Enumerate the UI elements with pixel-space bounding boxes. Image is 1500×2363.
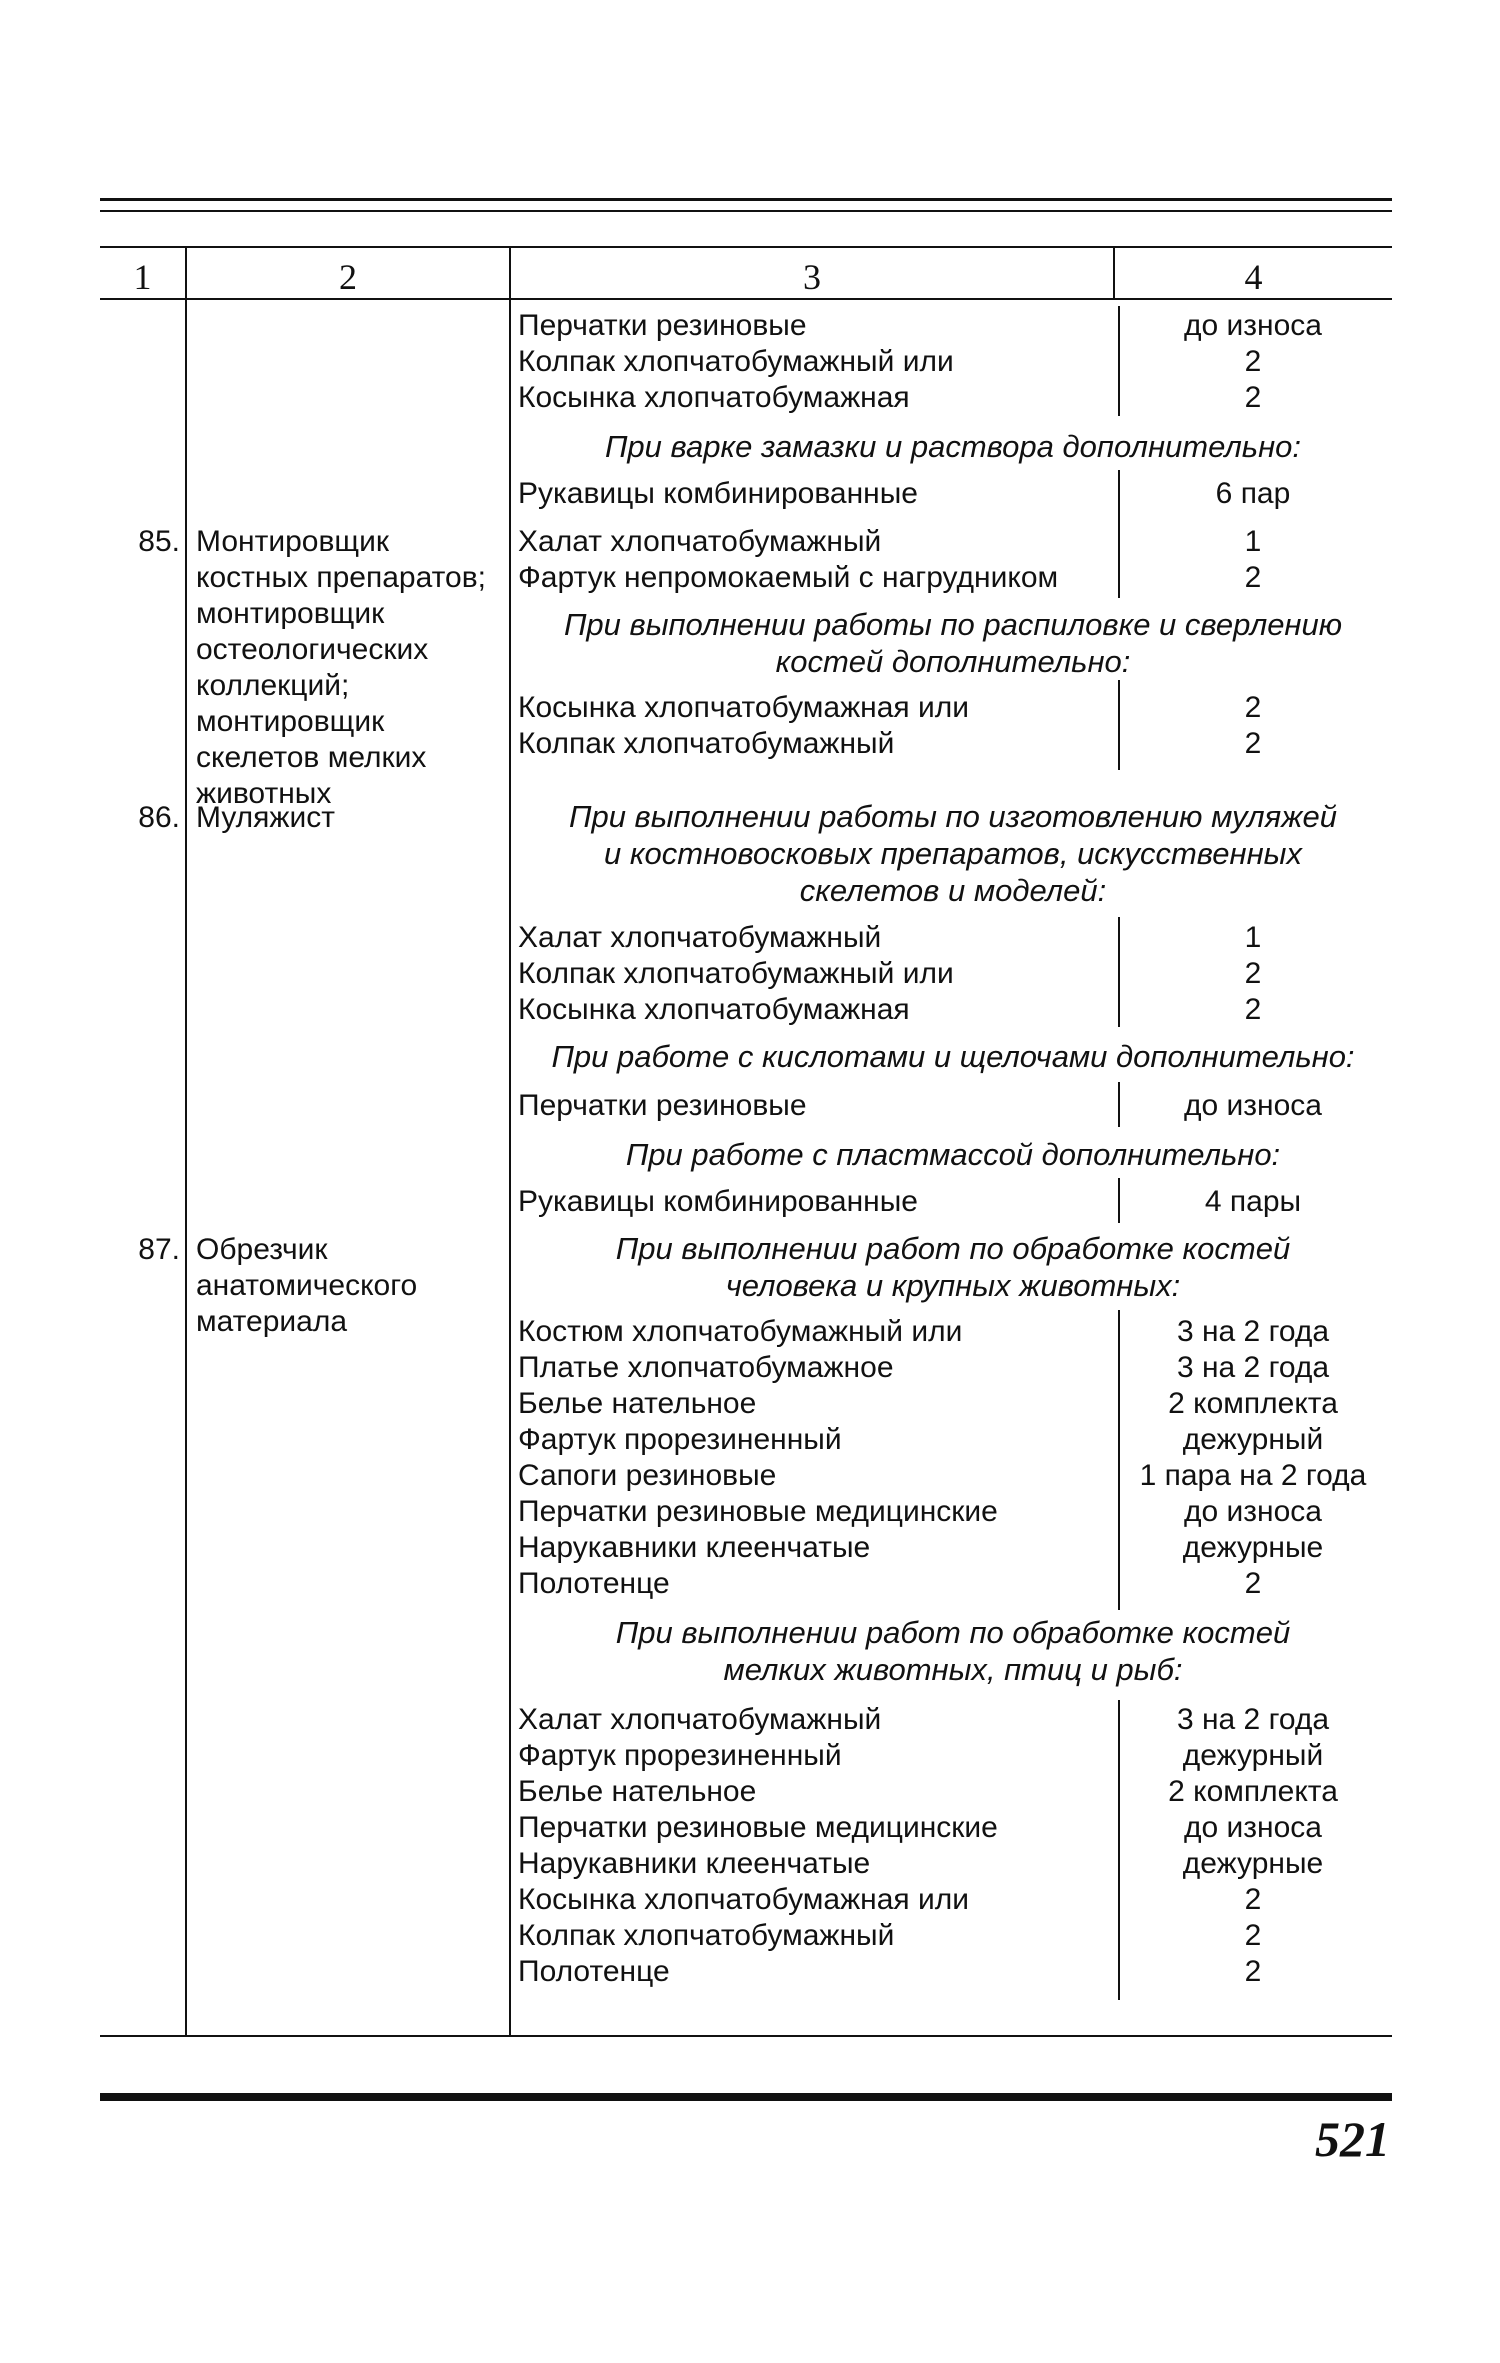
item-qty: 2 <box>1244 1883 1262 1916</box>
item-qty: 2 <box>1244 561 1262 594</box>
row-number: 86. <box>138 801 180 834</box>
page-number: 521 <box>1315 2111 1390 2167</box>
item-name: Рукавицы комбинированные <box>518 477 918 510</box>
header-col-4: 4 <box>1244 257 1263 297</box>
condition-note: При выполнении работы по распиловке и сверлению костей дополнительно: <box>563 607 1343 679</box>
item-name: Перчатки резиновые медицинские <box>518 1495 998 1528</box>
footer-rule <box>100 2093 1392 2101</box>
row-number: 87. <box>138 1233 180 1266</box>
item-name: Халат хлопчатобумажный <box>518 921 882 954</box>
item-qty: 3 на 2 года <box>1176 1703 1330 1736</box>
item-qty: 2 <box>1244 1955 1262 1988</box>
item-name: Костюм хлопчатобумажный или <box>518 1315 963 1348</box>
row-number: 85. <box>138 525 180 558</box>
col-divider-2 <box>509 246 511 2037</box>
header-col-2: 2 <box>339 257 357 297</box>
item-name: Сапоги резиновые <box>518 1459 777 1492</box>
item-qty: 3 на 2 года <box>1176 1351 1330 1384</box>
col-divider-1 <box>185 246 187 2037</box>
item-name: Колпак хлопчатобумажный <box>518 1919 895 1952</box>
item-qty: 2 <box>1244 691 1262 724</box>
item-qty: 1 <box>1244 921 1262 954</box>
item-name: Полотенце <box>518 1955 670 1988</box>
item-qty: дежурный <box>1182 1739 1324 1772</box>
item-qty: дежурные <box>1182 1531 1324 1564</box>
item-name: Колпак хлопчатобумажный или <box>518 345 954 378</box>
item-name: Халат хлопчатобумажный <box>518 525 882 558</box>
table-bottom-rule <box>100 2035 1392 2037</box>
condition-note: При варке замазки и раствора дополнительно: <box>604 429 1302 464</box>
item-qty: до износа <box>1184 1495 1322 1528</box>
item-qty: 2 <box>1244 727 1262 760</box>
condition-note: При работе с кислотами и щелочами дополнительно: <box>551 1039 1355 1074</box>
item-name: Белье нательное <box>518 1387 757 1420</box>
item-name: Фартук прорезиненный <box>518 1423 842 1456</box>
item-name: Косынка хлопчатобумажная или <box>518 1883 970 1916</box>
item-qty: 2 <box>1244 957 1262 990</box>
item-name: Колпак хлопчатобумажный или <box>518 957 954 990</box>
item-qty: дежурные <box>1182 1847 1324 1880</box>
item-qty: до износа <box>1184 1811 1322 1844</box>
profession-title: Муляжист <box>196 801 335 834</box>
profession-title: Монтировщик костных препаратов; монтировщик остеологических коллекций; монтировщик скелетов мелких животных <box>196 525 486 810</box>
item-qty: 2 <box>1244 345 1262 378</box>
item-name: Косынка хлопчатобумажная <box>518 993 910 1026</box>
item-qty: 2 комплекта <box>1168 1387 1338 1420</box>
top-rule-1 <box>100 198 1392 201</box>
item-name: Колпак хлопчатобумажный <box>518 727 895 760</box>
item-name: Фартук прорезиненный <box>518 1739 842 1772</box>
item-name: Косынка хлопчатобумажная или <box>518 691 970 724</box>
item-name: Перчатки резиновые <box>518 1089 807 1122</box>
condition-note: При выполнении работ по обработке костей человека и крупных животных: <box>615 1231 1291 1303</box>
item-qty: 2 <box>1244 1919 1262 1952</box>
top-rule-2 <box>100 210 1392 212</box>
header-col-1: 1 <box>133 257 152 297</box>
item-name: Рукавицы комбинированные <box>518 1185 918 1218</box>
item-qty: 3 на 2 года <box>1176 1315 1330 1348</box>
item-qty: 4 пары <box>1204 1185 1302 1218</box>
item-qty: 2 комплекта <box>1168 1775 1338 1808</box>
condition-note: При выполнении работ по обработке костей мелких животных, птиц и рыб: <box>615 1615 1291 1687</box>
item-name: Фартук непромокаемый с нагрудником <box>518 561 1059 594</box>
item-qty: 6 пар <box>1215 477 1291 510</box>
item-name: Перчатки резиновые <box>518 309 807 342</box>
item-name: Полотенце <box>518 1567 670 1600</box>
item-name: Платье хлопчатобумажное <box>518 1351 894 1384</box>
condition-note: При выполнении работы по изготовлению муляжей и костновосковых препаратов, искусственных скелетов и моделей: <box>569 799 1337 908</box>
item-name: Нарукавники клеенчатые <box>518 1531 871 1564</box>
header-col-3: 3 <box>803 257 821 297</box>
header-bottom-rule <box>100 298 1392 300</box>
profession-title: Обрезчик анатомического материала <box>196 1233 418 1338</box>
item-qty: до износа <box>1184 1089 1322 1122</box>
item-qty: 2 <box>1244 381 1262 414</box>
item-name: Косынка хлопчатобумажная <box>518 381 910 414</box>
item-qty: 2 <box>1244 1567 1262 1600</box>
condition-note: При работе с пластмассой дополнительно: <box>625 1137 1281 1172</box>
item-name: Белье нательное <box>518 1775 757 1808</box>
item-qty: 2 <box>1244 993 1262 1026</box>
item-name: Перчатки резиновые медицинские <box>518 1811 998 1844</box>
item-name: Нарукавники клеенчатые <box>518 1847 871 1880</box>
item-qty: 1 <box>1244 525 1262 558</box>
item-qty: 1 пара на 2 года <box>1139 1459 1367 1492</box>
item-qty: дежурный <box>1182 1423 1324 1456</box>
header-top-rule <box>100 246 1392 248</box>
item-qty: до износа <box>1184 309 1322 342</box>
item-name: Халат хлопчатобумажный <box>518 1703 882 1736</box>
